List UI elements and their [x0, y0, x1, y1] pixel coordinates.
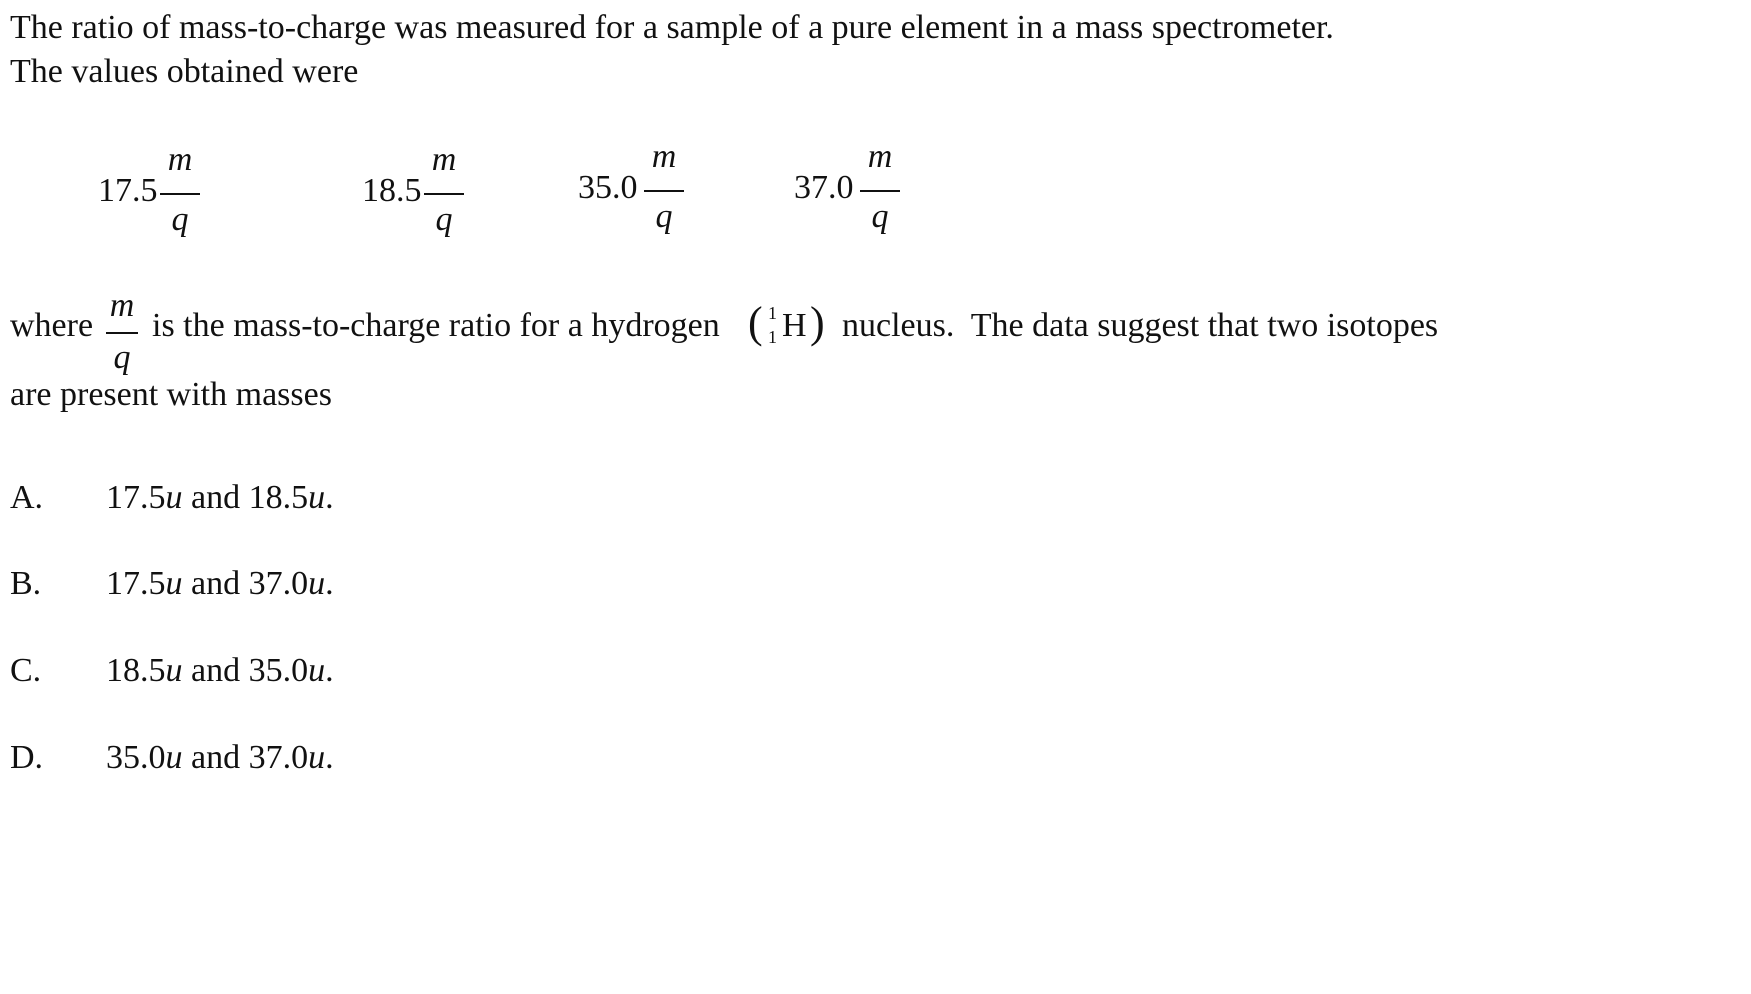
fraction-numerator: m — [109, 287, 135, 324]
where-word: where — [10, 307, 94, 344]
fraction-bar — [424, 193, 464, 195]
fraction-numerator: m — [431, 141, 457, 178]
option-letter: C. — [10, 652, 42, 689]
option-letter: A. — [10, 479, 44, 516]
value-item — [362, 140, 472, 250]
fraction-numerator: m — [651, 138, 677, 175]
where-continuation: nucleus. The data suggest that two isotopes — [842, 307, 1439, 344]
fraction-bar — [160, 193, 200, 195]
option-text: 17.5u and 18.5u. — [106, 479, 334, 516]
option-text: 17.5u and 37.0u. — [106, 565, 334, 602]
value-item — [578, 137, 688, 247]
value-number: 17.5 — [98, 172, 158, 209]
mass-charge-fraction — [158, 140, 202, 250]
paren-close: ) — [810, 298, 825, 347]
fraction-numerator: m — [867, 138, 893, 175]
fraction-denominator: q — [113, 339, 131, 376]
mass-charge-fraction — [858, 137, 902, 247]
fraction-denominator: q — [655, 198, 673, 235]
fraction-denominator: q — [435, 201, 453, 238]
fraction-denominator: q — [871, 198, 889, 235]
question-intro-line-1: The ratio of mass-to-charge was measured for a sample of a pure element in a mass spectrometer. — [10, 9, 1334, 46]
option-letter: D. — [10, 739, 44, 776]
isotope-mass-number: 1 — [768, 303, 777, 323]
paren-open: ( — [748, 298, 763, 347]
value-item — [98, 140, 208, 250]
option-text: 18.5u and 35.0u. — [106, 652, 334, 689]
value-item — [794, 137, 904, 247]
isotope-atomic-number: 1 — [768, 327, 777, 347]
option-text: 35.0u and 37.0u. — [106, 739, 334, 776]
fraction-denominator: q — [171, 201, 189, 238]
mass-charge-fraction — [642, 137, 686, 247]
value-number: 35.0 — [578, 169, 638, 206]
isotope-symbol: H — [782, 307, 807, 344]
fraction-numerator: m — [167, 141, 193, 178]
fraction-bar — [106, 332, 138, 334]
question-intro-line-2: The values obtained were — [10, 53, 359, 90]
fraction-bar — [644, 190, 684, 192]
option-letter: B. — [10, 565, 42, 602]
fraction-bar — [860, 190, 900, 192]
value-number: 18.5 — [362, 172, 422, 209]
where-description: is the mass-to-charge ratio for a hydrogen — [152, 307, 720, 344]
value-number: 37.0 — [794, 169, 854, 206]
where-line-2: are present with masses — [10, 376, 332, 413]
mass-charge-fraction — [422, 140, 466, 250]
